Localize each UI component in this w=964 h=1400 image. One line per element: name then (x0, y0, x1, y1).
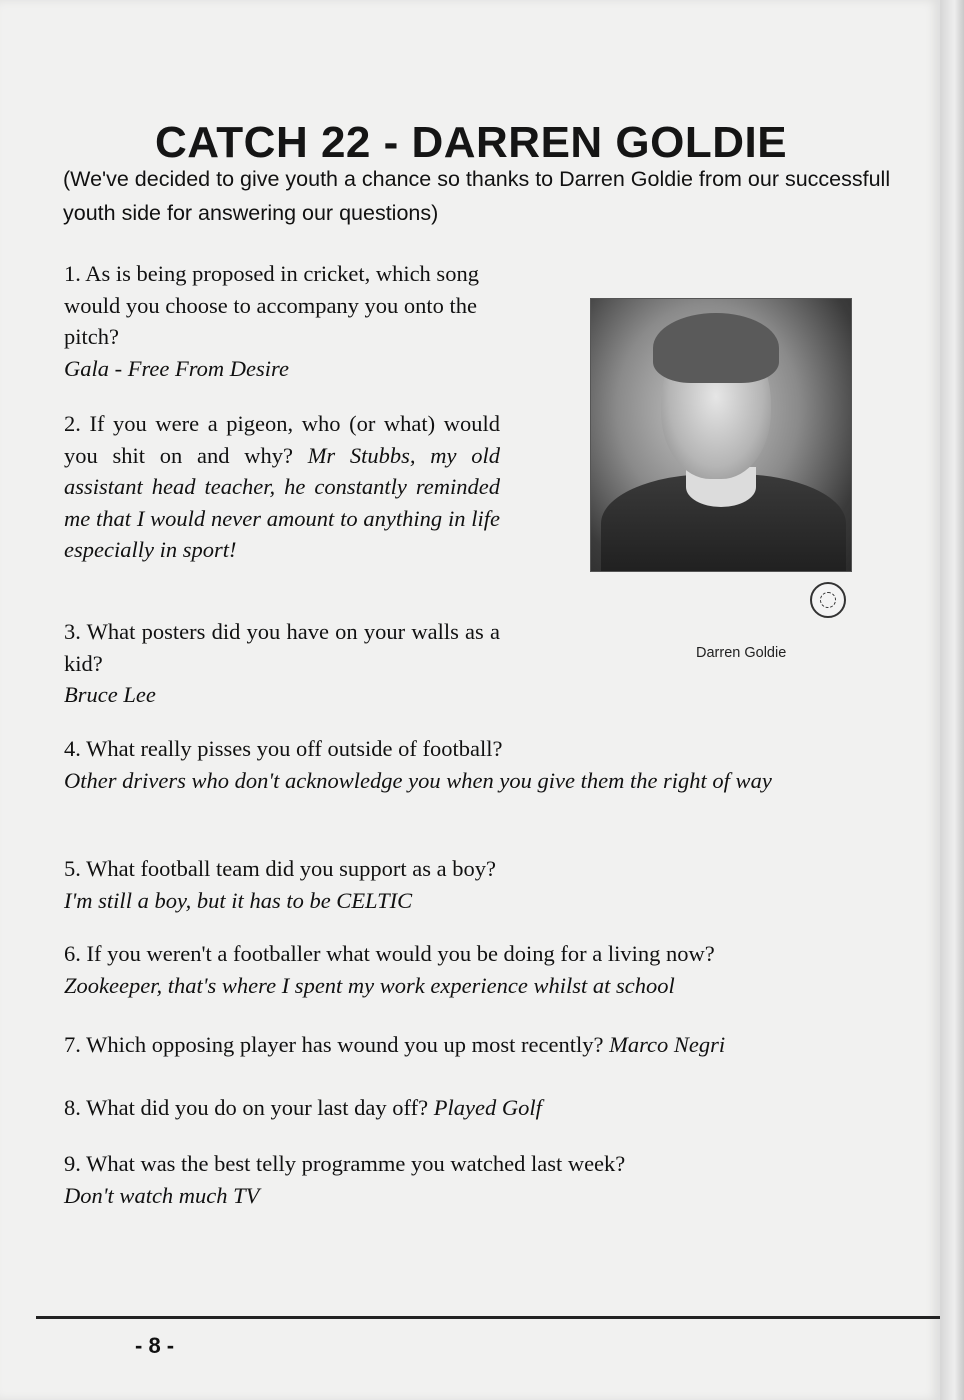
answer-text: Bruce Lee (64, 682, 156, 707)
question-text: 3. What posters did you have on your walls as a kid? (64, 619, 500, 676)
question-text: 1. As is being proposed in cricket, which song would you choose to accompany you onto the pitch? (64, 261, 479, 349)
club-crest-icon (810, 582, 846, 618)
question-9 (64, 1148, 909, 1211)
question-6 (64, 938, 909, 1001)
question-text: 8. What did you do on your last day off? (64, 1095, 429, 1120)
answer-text: Played Golf (433, 1095, 542, 1120)
page-edge (940, 0, 964, 1400)
question-text: 9. What was the best telly programme you watched last week? (64, 1151, 626, 1176)
question-8 (64, 1092, 909, 1124)
answer-text: Gala - Free From Desire (64, 355, 289, 381)
question-text: 6. If you weren't a footballer what would you be doing for a living now? (64, 941, 715, 966)
question-3 (64, 616, 500, 711)
answer-text: I'm still a boy, but it has to be CELTIC (64, 887, 413, 913)
answer-text: Mr Stubbs, my old assistant head teacher, he constantly reminded me that I would never amount to anything in life especially in sport! (64, 442, 501, 562)
question-4 (64, 733, 772, 796)
answer-text: Marco Negri (609, 1032, 726, 1057)
answer-text: Zookeeper, that's where I spent my work experience whilst at school (64, 972, 675, 998)
question-1 (64, 258, 509, 384)
question-5 (64, 853, 904, 916)
player-photo (590, 298, 852, 572)
answer-text: Other drivers who don't acknowledge you when you give them the right of way (64, 767, 772, 793)
question-7 (64, 1029, 909, 1061)
footer-divider (36, 1316, 940, 1319)
question-text: 4. What really pisses you off outside of football? (64, 736, 503, 761)
question-text: 5. What football team did you support as a boy? (64, 856, 496, 881)
question-2 (64, 408, 500, 566)
photo-hair (653, 313, 779, 383)
question-text: 2. If you were a pigeon, who (or what) would you shit on and why? (64, 411, 500, 468)
question-text: 7. Which opposing player has wound you up most recently? (64, 1032, 604, 1057)
intro-text: (We've decided to give youth a chance so thanks to Darren Goldie from our successfull youth side for answering our questions) (63, 167, 891, 225)
photo-caption: Darren Goldie (696, 645, 787, 661)
page-number: - 8 - (135, 1333, 175, 1358)
page-title: CATCH 22 - DARREN GOLDIE (155, 118, 788, 167)
answer-text: Don't watch much TV (64, 1182, 260, 1208)
